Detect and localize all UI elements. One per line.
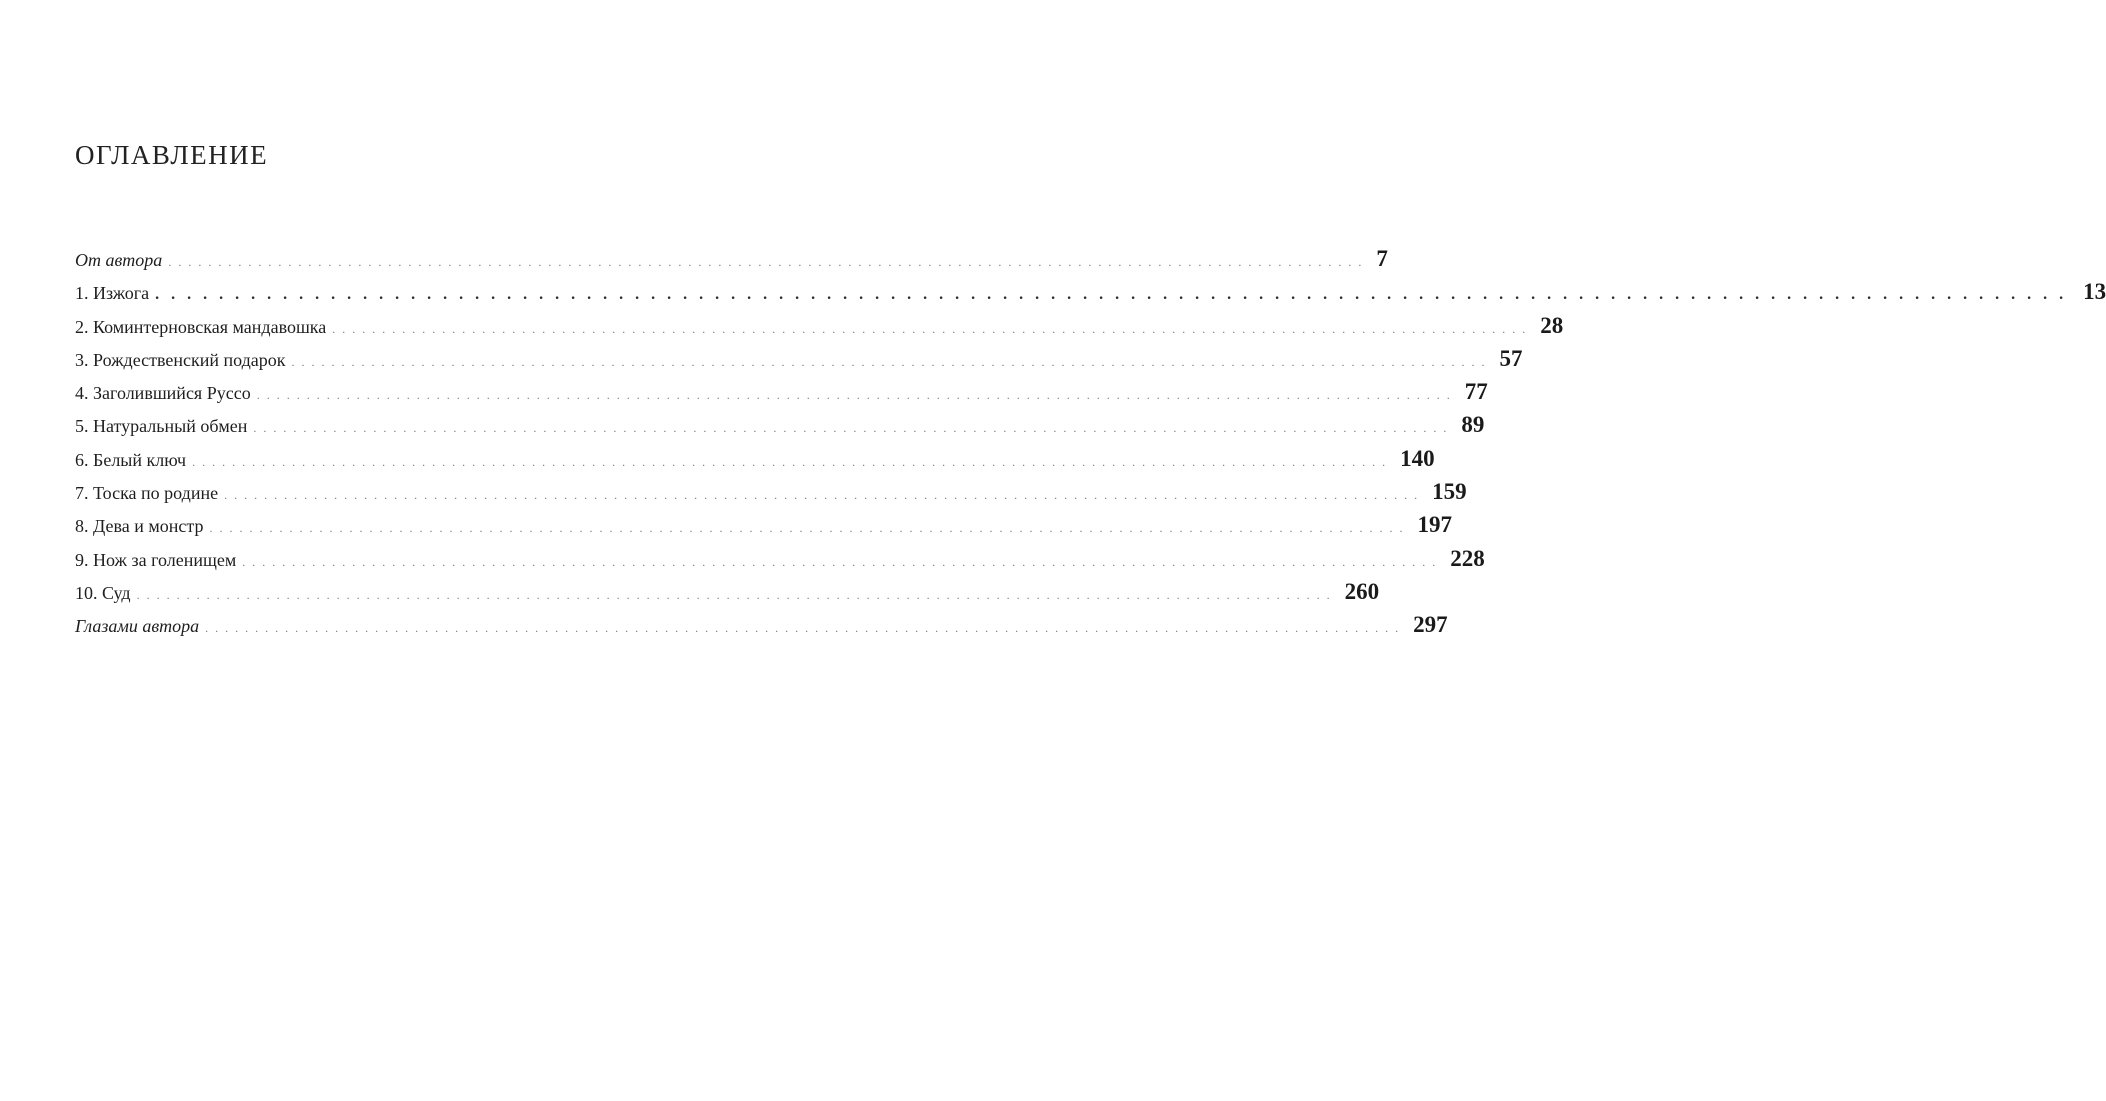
toc-entry-chapter-1[interactable]	[75, 279, 2106, 312]
dot-leader: ........................................................................................................................	[205, 621, 1406, 636]
toc-entry-author-eyes[interactable]	[75, 612, 1448, 645]
dot-leader: ........................................................................................................................	[242, 554, 1443, 569]
toc-entry-label: 1. Изжога	[75, 283, 150, 304]
dot-leader: ........................................................................................................................	[253, 421, 1454, 436]
toc-entry-chapter-6[interactable]	[75, 445, 1435, 479]
toc-entry-chapter-8[interactable]	[75, 512, 1452, 545]
dot-leader: ........................................................................................................................	[332, 321, 1533, 336]
toc-entry-page: 197	[1417, 512, 1452, 538]
toc-entry-page: 57	[1499, 345, 1523, 371]
toc-entry-chapter-7[interactable]	[75, 479, 1467, 512]
toc-entry-label: От автора	[75, 250, 163, 270]
dot-leader: ........................................................................................................................	[136, 587, 1337, 602]
toc-entry-label: 7. Тоска по родине	[75, 483, 219, 504]
dot-leader: ........................................................................................................................	[168, 255, 1369, 269]
toc-entry-label: 8. Дева и монстр	[75, 516, 204, 537]
toc-entry-chapter-3[interactable]	[75, 345, 1523, 379]
toc-entry-label: 2. Коминтерновская мандавошка	[75, 316, 327, 337]
toc-entry-page: 260	[1344, 578, 1380, 604]
toc-entry-page: 159	[1432, 479, 1467, 505]
dot-leader: ........................................................................................................................	[291, 354, 1492, 369]
toc-entry-chapter-5[interactable]	[75, 412, 1485, 445]
toc-entry-page: 7	[1376, 246, 1388, 271]
dot-leader: ........................................................................................................................	[155, 286, 2076, 304]
toc-entry-page: 228	[1450, 545, 1485, 571]
toc-entry-page: 89	[1461, 412, 1485, 438]
toc-entry-label: 10. Суд	[75, 582, 131, 603]
toc-entry-chapter-10[interactable]	[75, 578, 1380, 612]
toc-title: ОГЛАВЛЕНИЕ	[75, 140, 269, 170]
toc-entry-chapter-9[interactable]	[75, 545, 1485, 579]
toc-entry-chapter-4[interactable]	[75, 379, 1488, 412]
toc-entry-label: 4. Заголившийся Руссо	[75, 383, 251, 404]
toc-entry-label: 6. Белый ключ	[75, 449, 187, 470]
dot-leader: ........................................................................................................................	[209, 521, 1410, 536]
toc-entry-page: 77	[1464, 379, 1488, 405]
dot-leader: ........................................................................................................................	[256, 388, 1457, 403]
toc-list	[75, 246, 2106, 646]
dot-leader: ........................................................................................................................	[192, 454, 1393, 469]
toc-entry-page: 297	[1413, 612, 1448, 638]
toc-entry-page: 13	[2083, 279, 2106, 305]
toc-entry-label: 5. Натуральный обмен	[75, 416, 248, 437]
toc-entry-chapter-2[interactable]	[75, 312, 1564, 346]
toc-entry-label: 9. Нож за голенищем	[75, 549, 237, 570]
toc-entry-label: Глазами автора	[75, 616, 200, 637]
toc-entry-author-foreword[interactable]	[75, 246, 1388, 279]
toc-entry-page: 140	[1400, 445, 1435, 471]
toc-entry-label: 3. Рождественский подарок	[75, 349, 286, 370]
toc-entry-page: 28	[1540, 312, 1564, 338]
dot-leader: ........................................................................................................................	[224, 488, 1425, 503]
